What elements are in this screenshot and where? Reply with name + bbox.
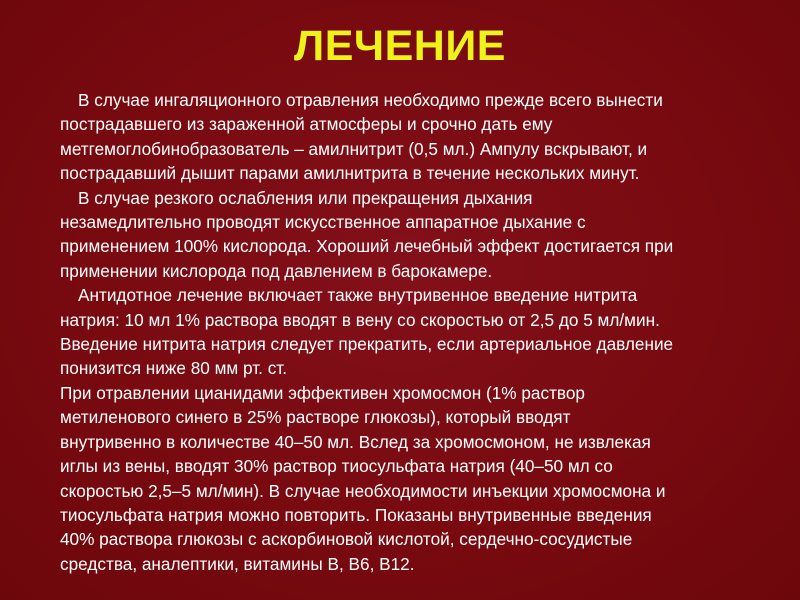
text-line: В случае ингаляционного отравления необходимо прежде всего вынести — [78, 90, 663, 110]
text-line: внутривенно в количестве 40–50 мл. Вслед за хромосмоном, не извлекая — [60, 431, 651, 452]
text-line: средства, аналептики, витамины В, В6, В12. — [60, 553, 415, 574]
slide-body-text — [60, 88, 780, 576]
text-line: скоростью 2,5–5 мл/мин). В случае необходимости инъекции хромосмона и — [60, 480, 666, 501]
text-line: 40% раствора глюкозы с аскорбиновой кислотой, сердечно-сосудистые — [60, 529, 633, 550]
text-line: Антидотное лечение включает также внутривенное введение нитрита — [78, 285, 638, 306]
text-line: применении кислорода под давлением в барокамере. — [60, 260, 493, 281]
slide-title: ЛЕЧЕНИЕ — [294, 22, 506, 70]
text-line: натрия: 10 мл 1% раствора вводят в вену со скоростью от 2,5 до 5 мл/мин. — [60, 309, 660, 330]
text-line: пострадавший дышит парами амилнитрита в течение нескольких минут. — [60, 163, 640, 184]
text-line: пострадавшего из зараженной атмосферы и срочно дать ему — [60, 114, 553, 135]
text-line: тиосульфата натрия можно повторить. Показаны внутривенные введения — [60, 504, 652, 525]
text-line: В случае резкого ослабления или прекращения дыхания — [78, 187, 533, 208]
text-line: метгемоглобинобразователь – амилнитрит (0,5 мл.) Ампулу вскрывают, и — [60, 138, 648, 159]
text-line: При отравлении цианидами эффективен хромосмон (1% раствор — [60, 382, 585, 403]
text-line: понизится ниже 80 мм рт. ст. — [60, 358, 288, 379]
text-line: Введение нитрита натрия следует прекратить, если артериальное давление — [60, 334, 674, 355]
text-line: метиленового синего в 25% растворе глюкозы), который вводят — [60, 407, 571, 428]
text-line: иглы из вены, вводят 30% раствор тиосульфата натрия (40–50 мл со — [60, 456, 613, 477]
text-line: применением 100% кислорода. Хороший лечебный эффект достигается при — [60, 236, 674, 257]
text-line: незамедлительно проводят искусственное аппаратное дыхание с — [60, 212, 586, 233]
